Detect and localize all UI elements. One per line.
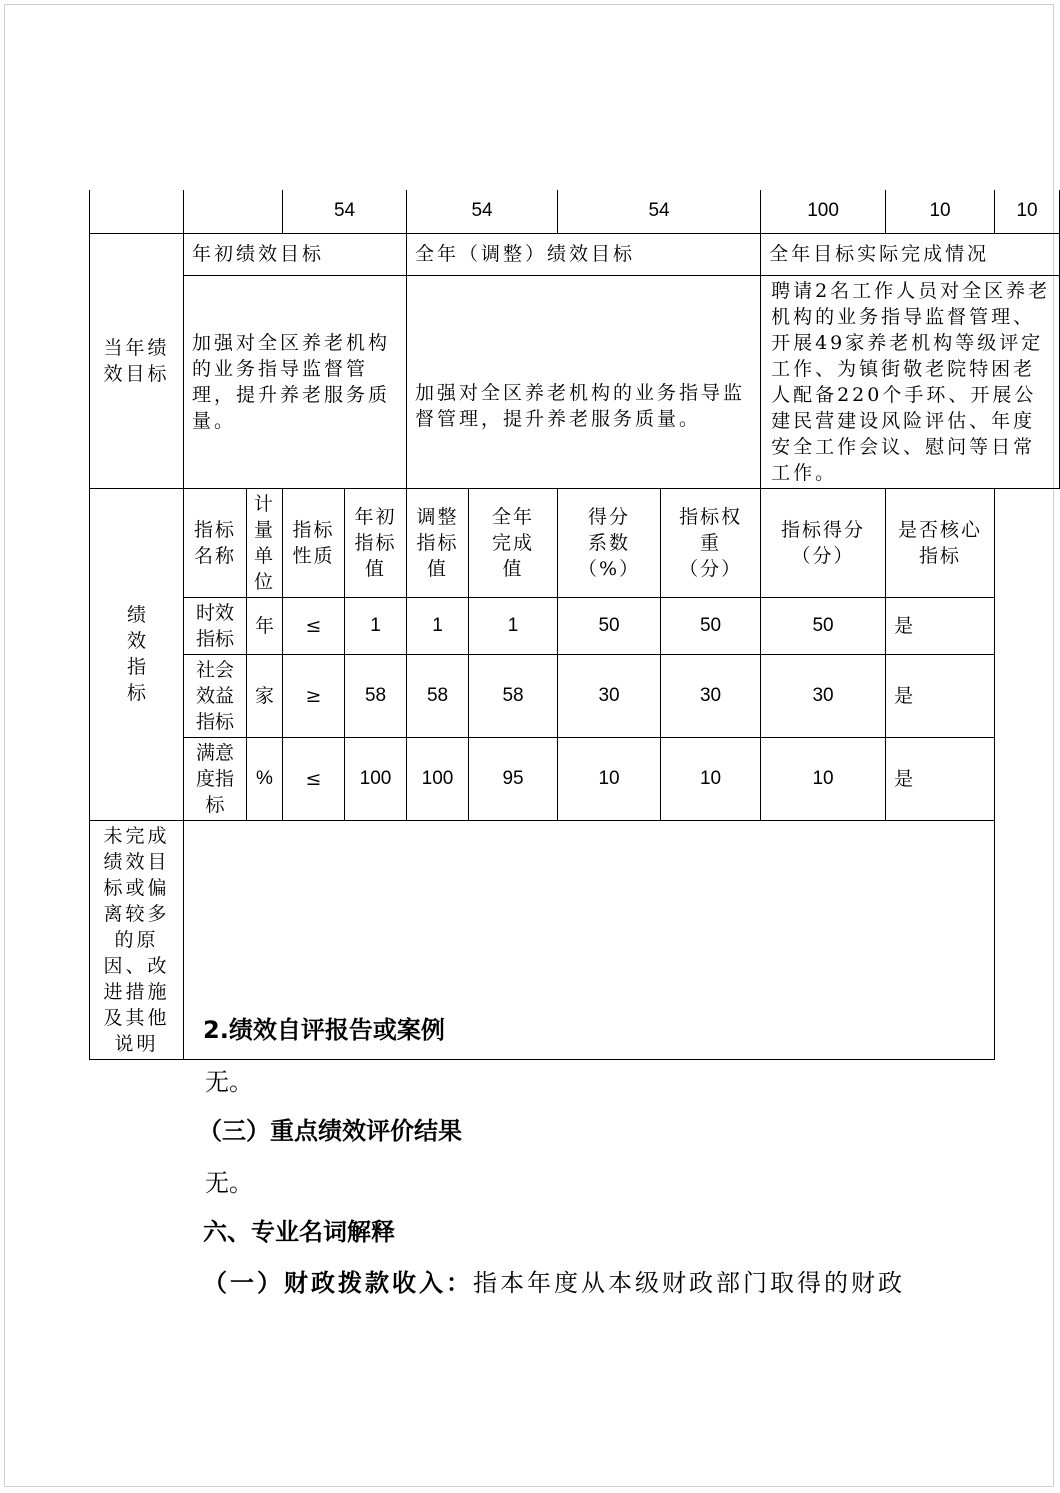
col-header: 全年完成值 [469,488,558,597]
indicators-label: 绩效指标 [90,488,184,820]
goals-head-actual: 全年目标实际完成情况 [761,233,1060,275]
goals-label: 当年绩效目标 [90,233,184,488]
indicator-adjusted: 58 [407,654,469,737]
indicator-actual: 95 [469,737,558,820]
paragraph: 无。 [205,1169,253,1197]
indicator-unit: 年 [247,597,283,654]
indicator-score: 10 [761,737,886,820]
table-cell: 10 [995,190,1060,233]
indicator-weight: 50 [661,597,761,654]
indicator-weight: 30 [661,654,761,737]
table-row [90,275,1060,488]
section-heading: （三）重点绩效评价结果 [198,1117,462,1145]
paragraph: 无。 [205,1068,253,1096]
indicator-core: 是 [886,737,995,820]
table-cell: 54 [283,190,407,233]
indicator-score: 50 [761,597,886,654]
table-row [90,233,1060,275]
definition-term: （一）财政拨款收入： [203,1269,473,1297]
table-cell: 100 [761,190,886,233]
indicator-coef: 10 [558,737,661,820]
indicator-initial: 58 [345,654,407,737]
table-cell: 10 [886,190,995,233]
unfinished-label: 未完成绩效目标或偏离较多的原因、改进措施及其他说明 [90,820,184,1059]
table-cell [90,190,184,233]
definition-text: 指本年度从本级财政部门取得的财政 [473,1269,905,1297]
goals-head-adjusted: 全年（调整）绩效目标 [407,233,761,275]
table-row [90,597,1060,654]
col-header: 指标性质 [283,488,345,597]
indicator-nature: ≥ [283,654,345,737]
indicator-coef: 30 [558,654,661,737]
indicator-core: 是 [886,654,995,737]
indicator-adjusted: 1 [407,597,469,654]
indicator-coef: 50 [558,597,661,654]
indicator-initial: 1 [345,597,407,654]
indicator-unit: % [247,737,283,820]
indicator-name: 满意度指标 [184,737,247,820]
col-header: 是否核心指标 [886,488,995,597]
col-header: 指标权重（分） [661,488,761,597]
goals-initial: 加强对全区养老机构的业务指导监督管理，提升养老服务质量。 [184,275,407,488]
col-header: 得分系数（%） [558,488,661,597]
table-row [90,654,1060,737]
indicator-actual: 58 [469,654,558,737]
section-heading: 2.绩效自评报告或案例 [203,1016,445,1044]
table-cell [184,190,283,233]
goals-adjusted: 加强对全区养老机构的业务指导监督管理，提升养老服务质量。 [407,275,761,488]
indicator-name: 时效指标 [184,597,247,654]
table-row [90,737,1060,820]
col-header: 计量单位 [247,488,283,597]
definition-paragraph [203,1263,905,1298]
col-header: 指标名称 [184,488,247,597]
indicator-unit: 家 [247,654,283,737]
indicator-nature: ≤ [283,737,345,820]
indicator-nature: ≤ [283,597,345,654]
indicator-name: 社会效益指标 [184,654,247,737]
indicator-initial: 100 [345,737,407,820]
table-row [90,190,1060,233]
indicator-core: 是 [886,597,995,654]
col-header: 年初指标值 [345,488,407,597]
indicator-score: 30 [761,654,886,737]
table-row [90,488,1060,597]
col-header: 指标得分（分） [761,488,886,597]
table-cell: 54 [558,190,761,233]
indicator-weight: 10 [661,737,761,820]
col-header: 调整指标值 [407,488,469,597]
goals-head-initial: 年初绩效目标 [184,233,407,275]
indicator-adjusted: 100 [407,737,469,820]
table-cell: 54 [407,190,558,233]
performance-table [89,190,1060,1060]
section-heading: 六、专业名词解释 [203,1218,395,1246]
goals-actual: 聘请2名工作人员对全区养老机构的业务指导监督管理、开展49家养老机构等级评定工作、为镇街敬老院特困老人配备220个手环、开展公建民营建设风险评估、年度安全工作会议、慰问等日常工作。 [761,275,1060,488]
indicator-actual: 1 [469,597,558,654]
